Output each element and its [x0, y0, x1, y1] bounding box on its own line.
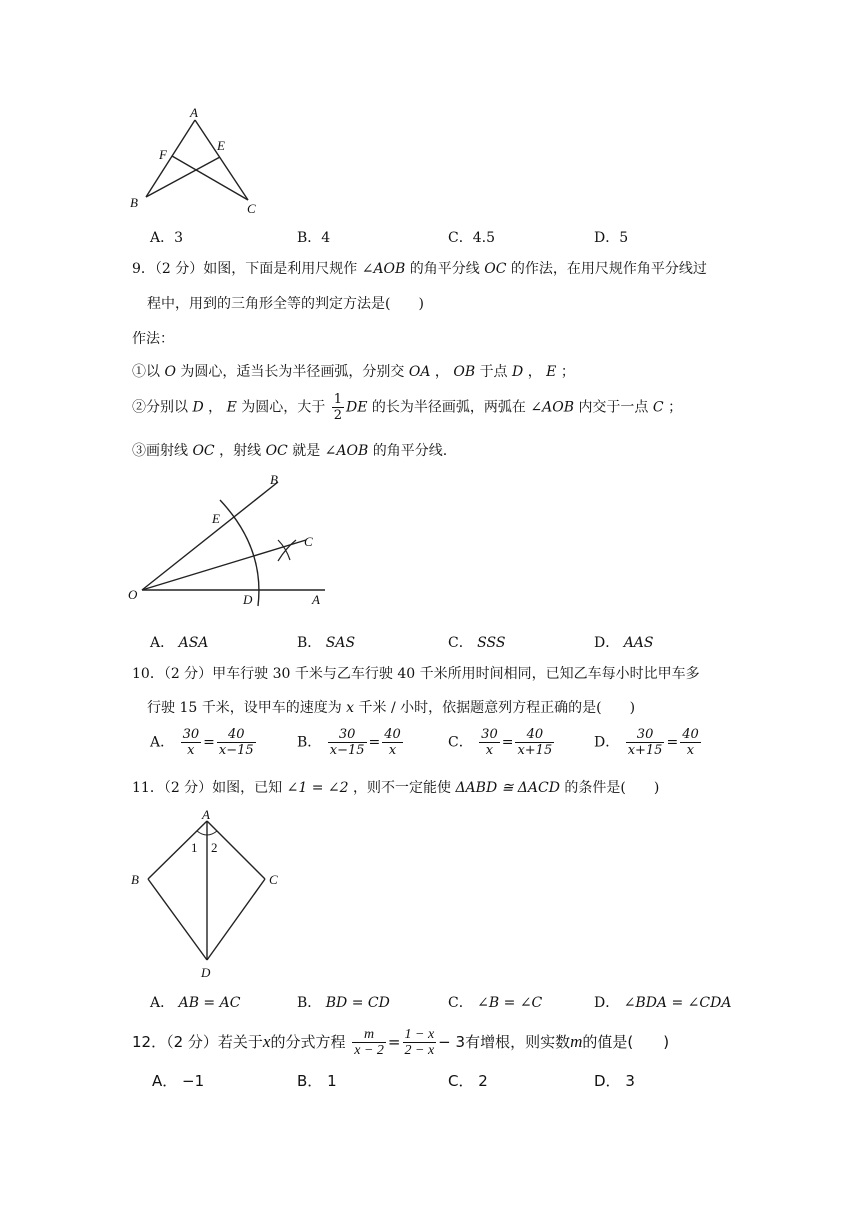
q11-option-a[interactable]: [150, 992, 240, 1012]
q9-step3: [132, 440, 447, 460]
option-text: AAS: [623, 635, 654, 651]
fraction-right: [515, 727, 554, 758]
q8-triangle-figure: [120, 100, 280, 220]
option-letter: B．: [297, 734, 322, 751]
q11-text: ，则不一定能使: [352, 780, 451, 796]
point-c: C: [652, 399, 664, 416]
q10-text: 千米 / 小时，依据题意列方程正确的是( ): [358, 700, 636, 716]
q8-option-b[interactable]: [297, 227, 330, 247]
option-letter: D．: [594, 1072, 621, 1090]
fraction-right: [217, 727, 256, 758]
fraction-left: [181, 727, 202, 758]
q9-option-b[interactable]: [297, 632, 355, 652]
q11-label-b: B: [131, 872, 139, 887]
q11-label-2: 2: [211, 840, 218, 855]
q9-label-o: O: [128, 587, 138, 602]
variable-m: m: [570, 1032, 583, 1051]
step-text: ，射线: [219, 443, 262, 459]
q12-option-d[interactable]: [594, 1070, 635, 1091]
q9-label-e: E: [212, 511, 220, 526]
q8-label-a: A: [190, 105, 198, 120]
fraction-denominator: x−15: [329, 743, 365, 758]
fraction-denominator: x: [187, 743, 195, 758]
fraction-numerator: 1 − x: [404, 1027, 435, 1042]
option-text: 3: [174, 230, 184, 246]
option-text: SSS: [477, 635, 506, 651]
segment-de: DE: [346, 399, 368, 416]
fraction-numerator: 40: [384, 727, 401, 742]
option-text: 4.5: [472, 230, 495, 246]
q11-label-1: 1: [191, 840, 198, 855]
q9-text: 9．（2 分）如图，下面是利用尺规作: [132, 261, 358, 277]
fraction-numerator: 40: [217, 727, 256, 743]
option-text: ASA: [178, 635, 209, 651]
q8-label-c: C: [247, 201, 256, 216]
fraction-right: [680, 727, 701, 758]
step-text: 为圆心，大于: [241, 399, 326, 416]
step-text: ③画射线: [132, 443, 188, 459]
q8-label-b: B: [130, 195, 138, 210]
fraction-left: [626, 727, 665, 758]
option-text: ∠B = ∠C: [477, 995, 543, 1011]
option-text: ∠BDA = ∠CDA: [623, 995, 732, 1011]
q9-label-d: D: [243, 592, 253, 607]
option-letter: C．: [448, 1072, 474, 1090]
option-letter: D．: [594, 635, 620, 651]
q9-step2: [132, 392, 682, 423]
q10-line1: 10．（2 分）甲车行驶 30 千米与乙车行驶 40 千米所用时间相同，已知乙车每小时比甲车多: [132, 666, 700, 682]
q10-text: 行驶 15 千米，设甲车的速度为: [147, 700, 342, 716]
option-letter: B．: [297, 1072, 323, 1090]
q8-option-c[interactable]: [448, 227, 495, 247]
option-letter: C．: [448, 734, 473, 751]
step-text: ，: [434, 364, 449, 380]
q9-line2: 程中，用到的三角形全等的判定方法是( ): [147, 296, 424, 312]
point-d: D: [192, 399, 204, 416]
fraction-denominator: x+15: [517, 743, 553, 758]
q9-angle: ∠AOB: [324, 443, 369, 459]
q12-option-b[interactable]: [297, 1070, 337, 1091]
option-letter: B．: [297, 635, 322, 651]
equals-sign: =: [387, 1033, 401, 1051]
option-letter: C．: [448, 635, 473, 651]
point-e: E: [226, 399, 237, 416]
q9-text: 的作法，在用尺规作角平分线过: [510, 261, 707, 277]
step-text: 为圆心，适当长为半径画弧，分别交: [180, 364, 405, 380]
step-text: ；: [668, 399, 683, 416]
fraction-numerator: 1: [333, 392, 343, 407]
q12-text: 有增根，则实数: [465, 1033, 571, 1051]
q10-line2: [147, 697, 635, 717]
q11-label-a: A: [202, 807, 210, 822]
q11-condition: ∠1 = ∠2: [286, 780, 349, 796]
variable-x: x: [262, 1032, 271, 1051]
option-text: 4: [321, 230, 331, 246]
step-text: 的角平分线.: [372, 443, 448, 459]
q9-option-d[interactable]: [594, 632, 654, 652]
equals-sign: =: [501, 734, 514, 751]
segment-ob: OB: [453, 364, 476, 380]
q9-angle: ∠AOB: [361, 261, 406, 277]
fraction-numerator: 30: [328, 727, 367, 743]
option-letter: A．: [152, 1072, 178, 1090]
fraction-right: [382, 727, 403, 758]
fraction-denominator: x: [485, 743, 494, 758]
fraction-denominator: x − 2: [354, 1043, 384, 1058]
option-text: 5: [619, 230, 629, 246]
fraction-numerator: 30: [182, 727, 200, 742]
q12-text: 的分式方程: [270, 1033, 346, 1051]
option-letter: D．: [594, 995, 620, 1011]
q9-angle: ∠AOB: [530, 399, 574, 416]
q12-option-c[interactable]: [448, 1070, 488, 1091]
equals-sign: =: [203, 734, 215, 751]
option-text: BD = CD: [325, 995, 390, 1011]
q10-option-d[interactable]: [594, 727, 703, 758]
option-letter: C．: [448, 230, 473, 246]
q11-congruence: ΔABD ≅ ΔACD: [455, 780, 560, 796]
step-text: ②分别以: [132, 399, 188, 416]
option-letter: D．: [594, 230, 620, 246]
option-text: SAS: [325, 635, 356, 651]
q9-text: 的角平分线: [409, 261, 480, 277]
q12-text: 的值是( ): [582, 1033, 670, 1051]
point-e: E: [546, 364, 557, 380]
q9-line1: [132, 258, 707, 278]
q10-option-b[interactable]: [297, 727, 405, 758]
q11-option-b[interactable]: [297, 992, 390, 1012]
option-text: 3: [625, 1072, 635, 1090]
step-text: ；: [560, 364, 575, 380]
ray-oc: OC: [265, 443, 288, 459]
equals-sign: =: [666, 734, 679, 751]
option-letter: A．: [150, 635, 175, 651]
q9-label-a: A: [312, 592, 320, 607]
step-text: ，: [527, 364, 542, 380]
ray-oc: OC: [192, 443, 215, 459]
fraction-left: [479, 727, 500, 758]
q9-label-b: B: [270, 472, 278, 487]
q9-angle-bisector-figure: [120, 468, 340, 613]
q8-label-e: E: [217, 138, 225, 153]
q9-option-a[interactable]: [150, 632, 208, 652]
q11-text: 11．（2 分）如图，已知: [132, 780, 283, 796]
q9-step1: [132, 361, 575, 381]
fraction-denominator: 2 − x: [404, 1043, 435, 1058]
step-text: ①以: [132, 364, 160, 380]
step-text: 就是: [292, 443, 321, 459]
q10-option-a[interactable]: [150, 727, 258, 758]
q12-fraction-2: [403, 1027, 437, 1058]
fraction-left: [328, 727, 367, 758]
fraction-denominator: 2: [333, 408, 343, 423]
q12-fraction-1: [352, 1027, 386, 1058]
option-letter: A．: [150, 230, 175, 246]
q11-line1: [132, 777, 659, 797]
option-letter: A．: [150, 734, 175, 751]
q9-label-c: C: [304, 534, 313, 549]
option-text: AB = AC: [178, 995, 241, 1011]
minus-three: − 3: [438, 1033, 466, 1051]
fraction-numerator: 30: [481, 727, 498, 742]
fraction-denominator: x+15: [627, 743, 663, 758]
step-text: ，: [208, 399, 223, 416]
variable-x: x: [346, 700, 355, 716]
option-letter: B．: [297, 230, 322, 246]
option-text: 1: [327, 1072, 337, 1090]
option-text: −1: [182, 1072, 205, 1090]
option-letter: C．: [448, 995, 473, 1011]
fraction-numerator: m: [352, 1027, 386, 1043]
segment-oa: OA: [408, 364, 431, 380]
q11-label-c: C: [269, 872, 278, 887]
q11-text: 的条件是( ): [564, 780, 660, 796]
q8-option-d[interactable]: [594, 227, 628, 247]
q8-label-f: F: [159, 147, 167, 162]
fraction-numerator: 40: [515, 727, 554, 743]
option-letter: D．: [594, 734, 620, 751]
q9-oc: OC: [484, 261, 507, 277]
step-text: 内交于一点: [578, 399, 649, 416]
fraction-numerator: 30: [626, 727, 665, 743]
option-letter: A．: [150, 995, 175, 1011]
half-fraction: [332, 392, 344, 423]
step-text: 于点: [479, 364, 508, 380]
equals-sign: =: [368, 734, 381, 751]
q9-option-c[interactable]: [448, 632, 505, 652]
q11-option-d[interactable]: [594, 992, 731, 1012]
option-letter: B．: [297, 995, 322, 1011]
point-o: O: [164, 364, 176, 380]
fraction-denominator: x: [388, 743, 397, 758]
fraction-numerator: 40: [682, 727, 699, 742]
point-d: D: [512, 364, 524, 380]
step-text: 的长为半径画弧，两弧在: [371, 399, 526, 416]
q11-kite-figure: [125, 805, 295, 985]
q10-option-c[interactable]: [448, 727, 556, 758]
q8-option-a[interactable]: [150, 227, 183, 247]
q11-label-d: D: [201, 965, 211, 980]
q9-method-title: 作法：: [132, 331, 174, 347]
fraction-denominator: x−15: [218, 743, 254, 758]
q11-option-c[interactable]: [448, 992, 542, 1012]
option-text: 2: [478, 1072, 488, 1090]
fraction-denominator: x: [686, 743, 695, 758]
q12-line1: [132, 1027, 669, 1058]
q12-option-a[interactable]: [152, 1070, 204, 1091]
q12-text: 12．（2 分）若关于: [132, 1033, 263, 1051]
